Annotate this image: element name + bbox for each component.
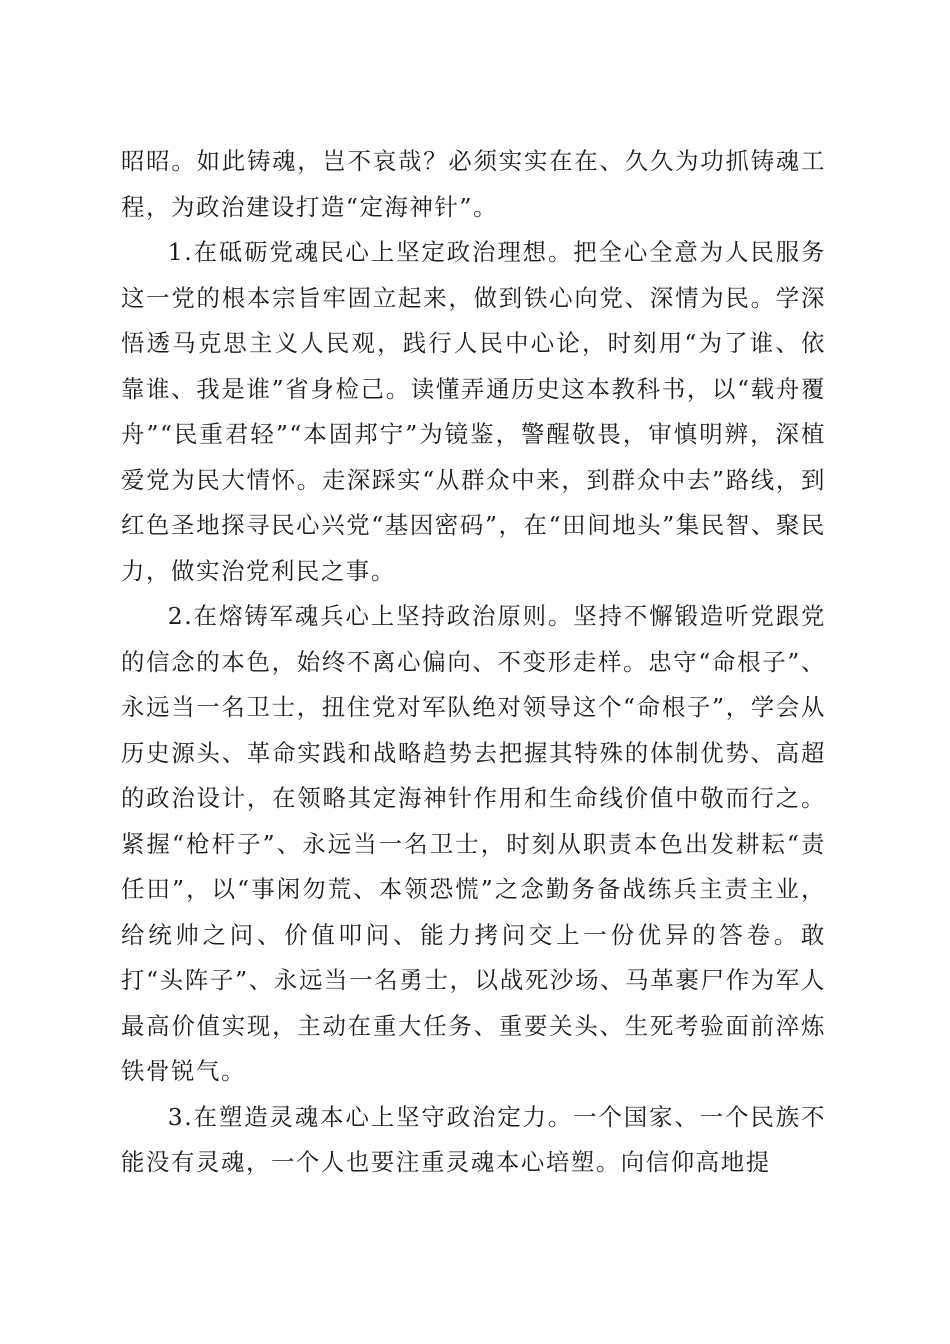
paragraph-section-3: 3.在塑造灵魂本心上坚守政治定力。一个国家、一个民族不能没有灵魂，一个人也要注重灵魂本心培塑。向信仰高地提 bbox=[121, 1102, 826, 1176]
paragraph-section-2: 2.在熔铸军魂兵心上坚持政治原则。坚持不懈锻造听党跟党的信念的本色，始终不离心偏向、不变形走样。忠守“命根子”、永远当一名卫士，扭住党对军队绝对领导这个“命根子”，学会从历史源头、革命实践和战略趋势去把握其特殊的体制优势、高超的政治设计，在领略其定海神针作用和生命线价值中敬而行之。紧握“枪杆子”、永远当一名卫士，时刻从职责本色出发耕耘“责任田”，以“事闲勿荒、本领恐慌”之念勤务备战练兵主责主业，给统帅之问、价值叩问、能力拷问交上一份优异的答卷。敢打“头阵子”、永远当一名勇士，以战死沙场、马革裹尸作为军人最高价值实现，主动在重大任务、重要关头、生死考验面前淬炼铁骨锐气。 bbox=[121, 602, 826, 1085]
paragraph-section-1: 1.在砥砺党魂民心上坚定政治理想。把全心全意为人民服务这一党的根本宗旨牢固立起来，做到铁心向党、深情为民。学深悟透马克思主义人民观，践行人民中心论，时刻用“为了谁、依靠谁、我是谁”省身检己。读懂弄通历史这本教科书，以“载舟覆舟”“民重君轻”“本固邦宁”为镜鉴，警醒敬畏，审慎明辨，深植爱党为民大情怀。走深踩实“从群众中来，到群众中去”路线，到红色圣地探寻民心兴党“基因密码”，在“田间地头”集民智、聚民力，做实治党利民之事。 bbox=[121, 238, 826, 585]
document-body bbox=[121, 139, 826, 1186]
paragraph-continuation: 昭昭。如此铸魂，岂不哀哉？必须实实在在、久久为功抓铸魂工程，为政治建设打造“定海神针”。 bbox=[121, 147, 826, 221]
